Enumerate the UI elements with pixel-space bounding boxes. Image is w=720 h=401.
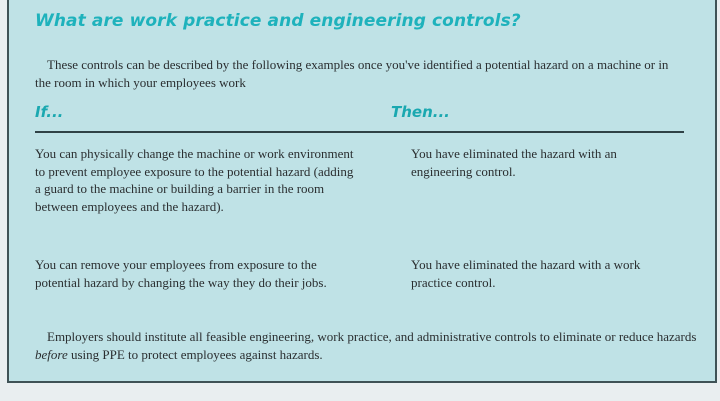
row-1-then-cell: You have eliminated the hazard with an engineering control. (411, 146, 617, 179)
row-1-if-cell: You can physically change the machine or work environment to prevent employee exposure to the potential hazard (adding a guard to the machine or building a barrier in the room between employees and the hazard). (35, 146, 354, 214)
row-2-if-cell: You can remove your employees from exposure to the potential hazard by changing the way they do their jobs. (35, 257, 327, 290)
if-column-heading: If... (35, 103, 64, 121)
footer-paragraph (35, 328, 705, 363)
then-column-heading: Then... (391, 103, 450, 121)
footer-text-before: Employers should institute all feasible engineering, work practice, and administrative controls to eliminate or reduce hazards (47, 329, 697, 344)
row-2-then-cell: You have eliminated the hazard with a work practice control. (411, 257, 641, 290)
controls-info-panel (7, 0, 717, 383)
footer-emphasis: before (35, 346, 68, 362)
footer-text-after: using PPE to protect employees against hazards. (67, 346, 323, 362)
header-divider (35, 131, 684, 133)
panel-title: What are work practice and engineering controls? (35, 11, 521, 31)
intro-paragraph: These controls can be described by the following examples once you've identified a potential hazard on a machine or in the room in which your employees work (35, 57, 669, 90)
